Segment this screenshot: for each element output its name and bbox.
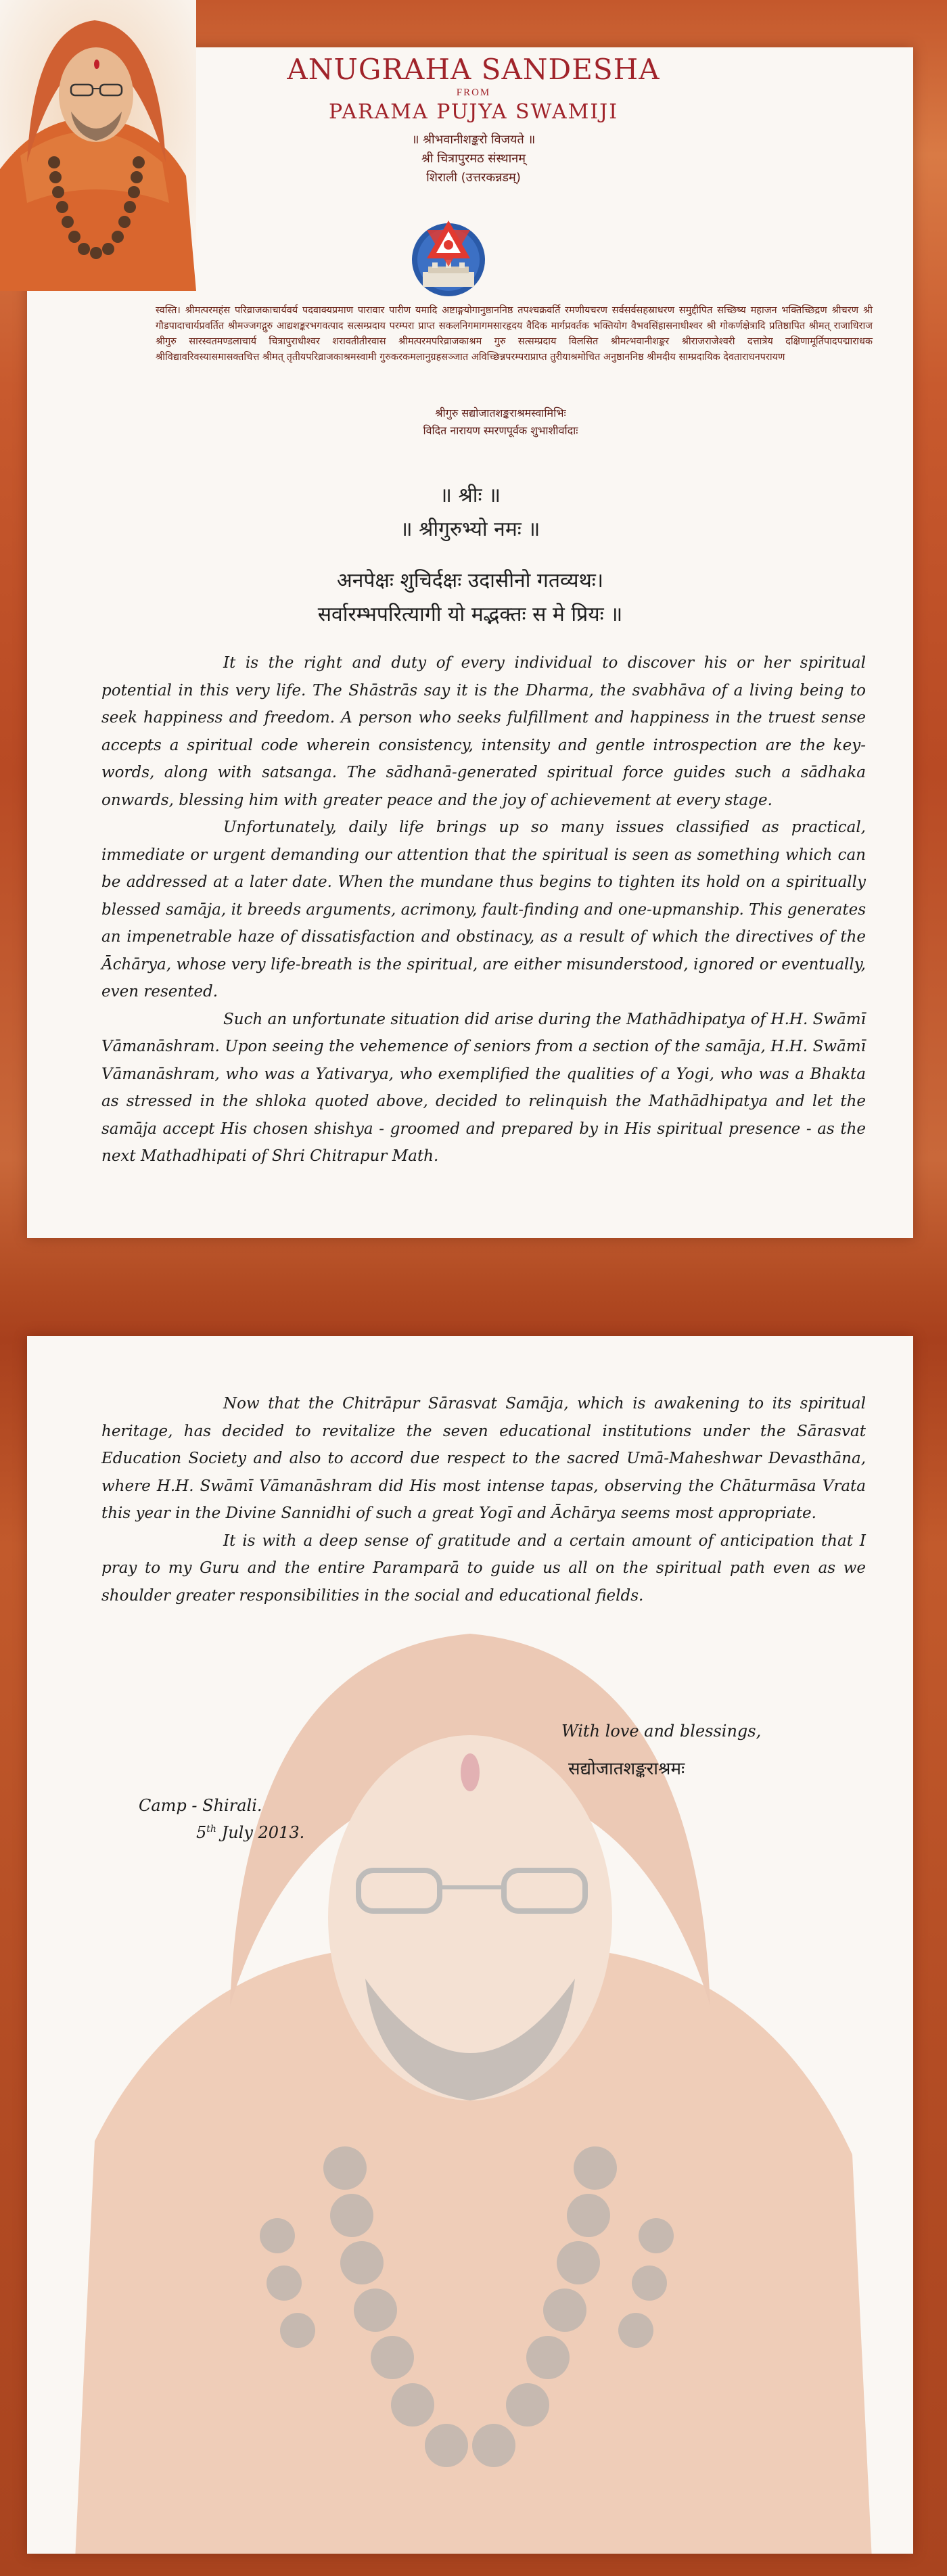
invocation-shri: ॥ श्रीः ॥ — [439, 484, 501, 507]
closing-date — [196, 1823, 304, 1842]
header — [203, 47, 744, 187]
letter-paragraph: Now that the Chitrāpur Sārasvat Samāja, which is awakening to its spiritual heritage, has decided to revitalize the seven educational institutions under the Sārasvat Education Society and also to accord due respect to the sacred Umā-Maheshwar Devasthāna, where H.H. Swāmī Vāmanāshram did His most intense tapas, observing the Chāturmāsa Vrata this year in the Divine Sannidhi of such a great Yogī and Āchārya seems most appropriate. — [101, 1395, 866, 1522]
letter-paragraph: It is the right and duty of every individual to discover his or her spiritual potential in this very life. The Shāstrās say it is the Dharma, the svabhāva of a living being to seek happiness and freedom. A person who seeks fulfillment and happiness in the truest sense accepts a spiritual code wherein consistency, intensity and gentle introspection are the key-words, along with satsanga. The sādhanā-generated spiritual force guides such a sādhaka onwards, blessing him with greater peace and the joy of achievement at every stage. — [101, 654, 866, 809]
signature: सद्योजातशङ्कराश्रमः — [568, 1759, 685, 1779]
letter-paragraph: Such an unfortunate situation did arise during the Mathādhipatya of H.H. Swāmī Vāmanāshram. Upon seeing the vehemence of seniors from a section of the samāja, H.H. Swāmī Vāmanāshram, who was a Yativarya, who exemplified the qualities of a Yogi, who was a Bhakta as stressed in the shloka quoted above, decided to relinquish the Mathādhipatya and let the samāja accept His chosen shishya - groomed and prepared by in His spiritual presence - as the next Mathadhipati of Shri Chitrapur Math. — [101, 1010, 866, 1165]
header-line-3: शिराली (उत्तरकन्नडम्) — [426, 170, 521, 185]
header-from: FROM — [456, 87, 491, 98]
blessing-line-1: श्रीगुरु सद्योजातशङ्कराश्रमस्वामिभिः — [435, 407, 566, 419]
math-emblem-icon — [408, 218, 489, 299]
closing-salutation: With love and blessings, — [561, 1722, 762, 1741]
closing-place: Camp - Shirali. — [139, 1796, 262, 1815]
letter-body-page-2 — [101, 1390, 866, 1609]
letter-body-page-1 — [101, 649, 866, 1170]
invocation-guru: ॥ श्रीगुरुभ्यो नमः ॥ — [400, 518, 540, 541]
letter-page-2 — [27, 1336, 913, 2554]
header-title: ANUGRAHA SANDESHA — [287, 53, 660, 86]
letter-paragraph: It is with a deep sense of gratitude and a certain amount of anticipation that I pray to my Guru and the entire Paramparā to guide us all on the spiritual path even as we shoulder greater responsibilities in the social and educational fields. — [101, 1532, 866, 1605]
date-suffix: th — [206, 1824, 216, 1835]
date-rest: July 2013. — [221, 1823, 305, 1842]
swamiji-portrait — [0, 0, 196, 291]
blessing-line-2: विदित नारायण स्मरणपूर्वक शुभाशीर्वादाः — [423, 424, 578, 437]
shloka-line-2: सर्वारम्भपरित्यागी यो मद्भक्तः स मे प्रियः ॥ — [317, 603, 623, 626]
header-line-2: श्री चित्रापुरमठ संस्थानम् — [421, 152, 526, 166]
letter-paragraph: Unfortunately, daily life brings up so many issues classified as practical, immediate or urgent demanding our attention that the spiritual is seen as something which can be addressed at a later date. When the mundane thus begins to tighten its hold on a spiritually blessed samāja, it breeds arguments, acrimony, fault-finding and one-upmanship. This generates an impenetrable haze of dissatisfaction and obstinacy, as a result of which the directives of the Āchārya, whose very life-breath is the spiritual, are either misunderstood, ignored or eventually, even resented. — [101, 819, 866, 1001]
swamiji-portrait-watermark — [54, 1627, 886, 2554]
shloka-line-1: अनपेक्षः शुचिर्दक्षः उदासीनो गतव्यथः। — [336, 569, 604, 593]
sanskrit-titles: स्वस्ति। श्रीमत्परमहंस परिव्राजकाचार्यवर्य पदवाक्यप्रमाण पारावार पारीण यमादि अष्टाङ्गयोगानुष्ठाननिष्ठ तपश्चक्रवर्ति रमणीयचरण सर्वसर्वसहस्राधरण समुद्दीपित सच्छिष्य महाजन भक्तिच्छिद्रण श्रीचरण श्री गौडपादाचार्यप्रवर्तित श्रीमज्जगद्गुरु आद्यशङ्करभगवत्पाद सत्सम्प्रदाय परम्परा प्राप्त सकलनिगमागमसारहृदय वैदिक मार्गप्रवर्तक भक्तियोग वैभवसिंहासनाधीश्वर श्री गोकर्णक्षेत्रादि प्रतिष्ठापित श्रीमत् राजाधिराज श्रीगुरु सारस्वतमण्डलाचार्य चित्रापुराधीश्वर शरावतीतीरवास श्रीमत्परमपरिव्राजकाश्रम गुरु सत्सम्प्रदाय विलसित श्रीमत्भवानीशङ्कर श्रीराजराजेश्वरी दत्तात्रेय दक्षिणामूर्तिपादपद्माराधक श्रीविद्यावरिवस्यासमासक्तचित्त श्रीमत् तृतीयपरिव्राजकाश्रमस्वामी गुरुकरकमलानुग्रहसञ्जात अविच्छिन्नपरम्पराप्राप्त तुरीयाश्रमोचित अनुष्ठाननिष्ठ श्रीमदीय साम्प्रदायिक देवताराधनपरायण — [156, 305, 873, 363]
header-line-1: ॥ श्रीभवानीशङ्करो विजयते ॥ — [411, 133, 536, 147]
header-subtitle: PARAMA PUJYA SWAMIJI — [328, 100, 619, 124]
date-day: 5 — [196, 1823, 207, 1842]
letter-page-1 — [27, 47, 913, 1238]
blessing-header — [230, 405, 771, 440]
